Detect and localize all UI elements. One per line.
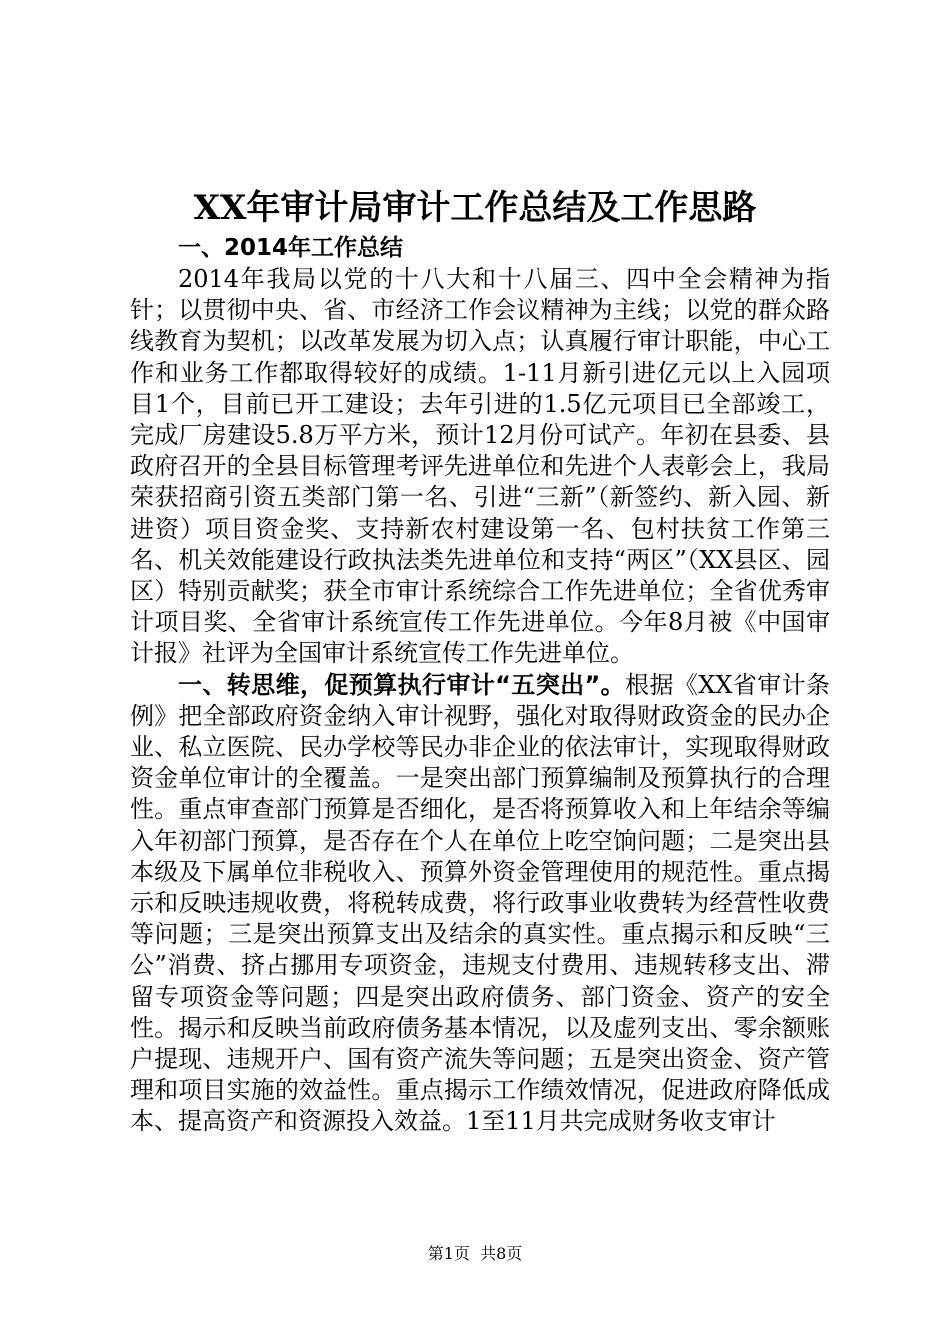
- document-body: [130, 232, 830, 1138]
- paragraph-lead: 一、转思维，促预算执行审计“五突出”。: [178, 670, 626, 699]
- section-heading: 一、2014年工作总结: [178, 235, 404, 261]
- paragraph-budget-audit: [130, 670, 830, 1138]
- paragraph-summary: 2014年我局以党的十八大和十八届三、四中全会精神为指针；以贯彻中央、省、市经济工作会议精神为主线；以党的群众路线教育为契机；以改革发展为切入点；认真履行审计职能，中心工作和业务工作都取得较好的成绩。1-11月新引进亿元以上入园项目1个，目前已开工建设；去年引进的1.5亿元项目已全部竣工，完成厂房建设5.8万平方米，预计12月份可试产。年初在县委、县政府召开的全县目标管理考评先进单位和先进个人表彰会上，我局荣获招商引资五类部门第一名、引进“三新”（新签约、新入园、新进资）项目资金奖、支持新农村建设第一名、包村扶贫工作第三名、机关效能建设行政执法类先进单位和支持“两区”（XX县区、园区）特别贡献奖；获全市审计系统综合工作先进单位；全省优秀审计项目奖、全省审计系统宣传工作先进单位。今年8月被《中国审计报》社评为全国审计系统宣传工作先进单位。: [130, 265, 830, 668]
- document-title: XX年审计局审计工作总结及工作思路: [193, 188, 757, 228]
- page-footer: 第1页 共8页: [427, 1244, 523, 1263]
- paragraph-body: 根据《XX省审计条例》把全部政府资金纳入审计视野，强化对取得财政资金的民办企业、私立医院、民办学校等民办非企业的依法审计，实现取得财政资金单位审计的全覆盖。一是突出部门预算编制及预算执行的合理性。重点审查部门预算是否细化，是否将预算收入和上年结余等编入年初部门预算，是否存在个人在单位上吃空饷问题；二是突出县本级及下属单位非税收入、预算外资金管理使用的规范性。重点揭示和反映违规收费，将税转成费，将行政事业收费转为经营性收费等问题；三是突出预算支出及结余的真实性。重点揭示和反映“三公”消费、挤占挪用专项资金，违规支付费用、违规转移支出、滞留专项资金等问题；四是突出政府债务、部门资金、资产的安全性。揭示和反映当前政府债务基本情况，以及虚列支出、零余额账户提现、违规开户、国有资产流失等问题；五是突出资金、资产管理和项目实施的效益性。重点揭示工作绩效情况，促进政府降低成本、提高资产和资源投入效益。1至11月共完成财务收支审计: [130, 670, 831, 1136]
